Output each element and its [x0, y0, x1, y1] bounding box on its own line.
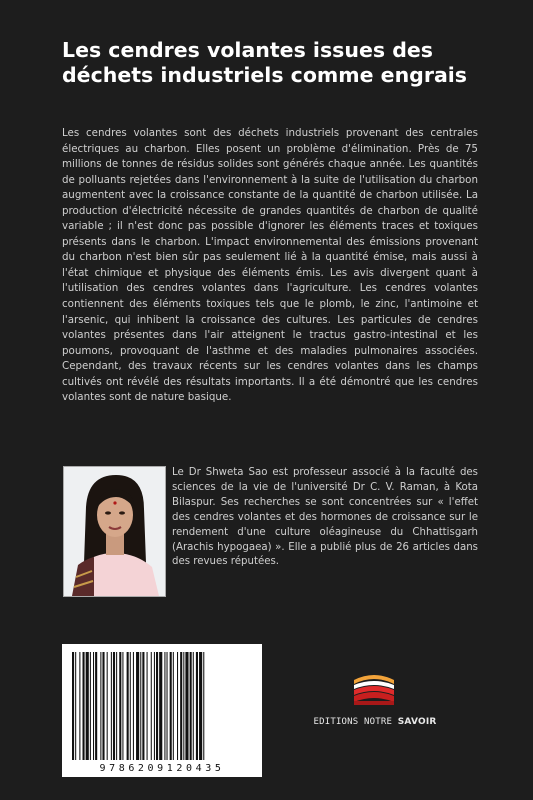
author-photo — [63, 466, 166, 597]
isbn-digits: 9786209120435 — [99, 763, 225, 774]
barcode-bars — [62, 644, 262, 764]
author-portrait-icon — [64, 467, 165, 596]
book-summary: Les cendres volantes sont des déchets industriels provenant des centrales électriques au charbon. Elles posent un problème d'élimination. Près de 75 millions de tonnes de résidus solides sont générés chaque année. Les quantités de polluants rejetées dans l'environnement à la suite de l'utilisation du charbon augmentent avec la croissance constante de la quantité de charbon utilisée. La production d'électricité nécessite de grandes quantités de charbon de qualité variable ; il n'est donc pas possible d'ignorer les éléments traces et toxiques présents dans le charbon. L'impact environnemental des émissions provenant du charbon n'est bien sûr pas seulement lié à la quantité émise, mais aussi à l'état chimique et physique des éléments émis. Les avis divergent quant à l'utilisation des cendres volantes dans l'agriculture. Les cendres volantes contiennent des éléments toxiques tels que le plomb, le zinc, l'antimoine et l'arsenic, qui inhibent la croissance des cultures. Les particules de cendres volantes présentes dans l'air atteignent le tractus gastro-intestinal et les poumons, provoquant de l'asthme et des maladies pulmonaires associées. Cependant, des travaux récents sur les cendres volantes dans les champs cultivés ont révélé des résultats importants. Il a été démontré que les cendres volantes sont de nature basique. — [62, 127, 478, 404]
publisher-block — [306, 668, 444, 738]
book-stack-logo-icon — [350, 668, 398, 708]
publisher-name: EDITIONS NOTRE SAVOIR — [313, 717, 437, 727]
author-bio: Le Dr Shweta Sao est professeur associé à la faculté des sciences de la vie de l'université Dr C. V. Raman, à Kota Bilaspur. Ses recherches se sont concentrées sur « l'effet des cendres volantes et des hormones de croissance sur le rendement d'une culture oléagineuse du Chhattisgarh (Arachis hypogaea) ». Elle a publié plus de 26 articles dans des revues réputées. — [172, 467, 478, 568]
book-title: Les cendres volantes issues des déchets industriels comme engrais — [62, 38, 468, 87]
isbn-barcode — [62, 644, 262, 777]
